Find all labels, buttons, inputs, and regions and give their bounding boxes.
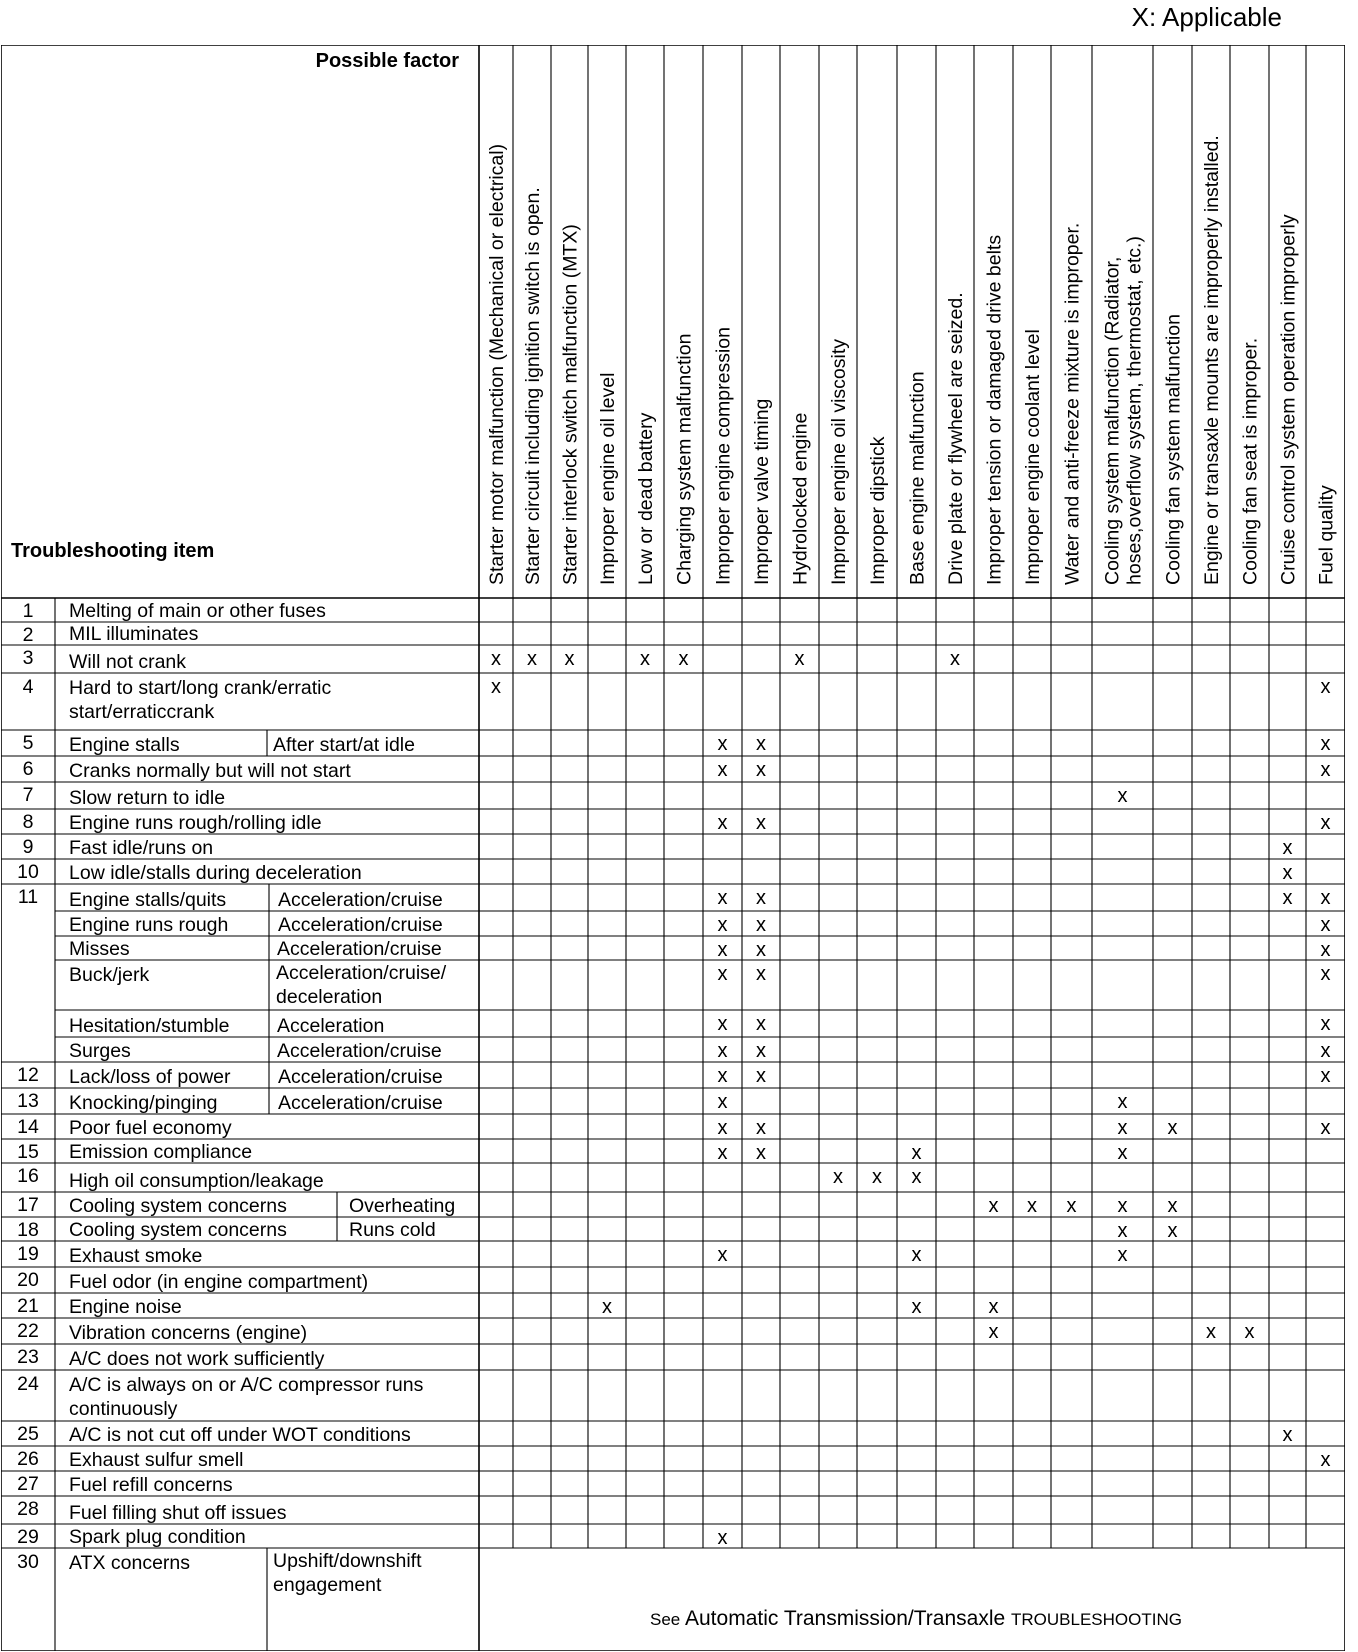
row-number: 12 (17, 1064, 39, 1086)
applicable-mark: x (491, 648, 501, 670)
troubleshooting-item: Fuel filling shut off issues (69, 1502, 287, 1524)
applicable-mark: x (1320, 676, 1331, 698)
troubleshooting-item: Cooling system concerns (69, 1219, 287, 1241)
applicable-mark: x (1117, 1195, 1128, 1217)
applicable-mark: x (602, 1296, 612, 1318)
applicable-mark: x (911, 1296, 922, 1318)
applicable-mark: x (717, 1117, 728, 1139)
troubleshooting-item: Misses (69, 938, 130, 960)
item-condition: After start/at idle (273, 734, 415, 756)
factor-label: Improper engine coolant level (1022, 329, 1044, 585)
row-number: 4 (22, 676, 34, 698)
applicable-mark: x (911, 1244, 922, 1266)
item-condition: Acceleration/cruise (278, 1092, 443, 1114)
applicable-mark: x (717, 1244, 728, 1266)
factor-label: Engine or transaxle mounts are improperly installed. (1201, 135, 1223, 585)
row-number: 8 (22, 811, 34, 833)
factor-label: Drive plate or flywheel are seized. (945, 292, 967, 585)
factor-label: Low or dead battery (635, 412, 657, 585)
row-number: 5 (22, 732, 34, 754)
applicable-mark: x (1282, 862, 1293, 884)
applicable-mark: x (756, 914, 766, 936)
applicable-mark: x (1320, 759, 1331, 781)
applicable-mark: x (988, 1195, 999, 1217)
item-condition: Acceleration/cruise (278, 889, 443, 911)
troubleshooting-item: Engine runs rough (69, 914, 229, 936)
troubleshooting-item: Surges (69, 1040, 131, 1062)
row-number: 13 (17, 1090, 39, 1112)
applicable-mark: x (717, 1013, 728, 1035)
row-number: 11 (17, 886, 39, 908)
legend: X: Applicable (1131, 2, 1282, 32)
applicable-mark: x (1320, 812, 1331, 834)
row-number: 14 (17, 1116, 39, 1138)
applicable-mark: x (950, 648, 960, 670)
factor-label: Improper engine compression (712, 327, 735, 585)
applicable-mark: x (1117, 1091, 1128, 1113)
applicable-mark: x (717, 759, 728, 781)
row-number: 19 (17, 1243, 39, 1265)
item-condition: Acceleration (277, 1015, 385, 1037)
applicable-mark: x (756, 733, 766, 755)
factor-label: Starter motor malfunction (Mechanical or electrical) (486, 143, 508, 585)
applicable-mark: x (717, 1065, 728, 1087)
troubleshooting-item: Exhaust smoke (69, 1245, 203, 1267)
applicable-mark: x (988, 1296, 999, 1318)
applicable-mark: x (1320, 733, 1331, 755)
item-condition: Acceleration/cruise (278, 1066, 443, 1088)
applicable-mark: x (1320, 1117, 1331, 1139)
troubleshooting-item: Hard to start/long crank/erratic (69, 677, 332, 699)
row-number: 17 (17, 1194, 39, 1216)
factor-label: Improper tension or damaged drive belts (983, 234, 1006, 585)
troubleshooting-item: MIL illuminates (69, 623, 199, 645)
row-number: 18 (17, 1219, 39, 1241)
troubleshooting-item: continuously (69, 1398, 178, 1420)
applicable-mark: x (717, 963, 728, 985)
applicable-mark: x (872, 1166, 882, 1188)
row-number: 7 (22, 784, 34, 806)
troubleshooting-item: Hesitation/stumble (69, 1015, 230, 1037)
troubleshooting-item-label: Troubleshooting item (11, 540, 215, 562)
applicable-mark: x (1027, 1195, 1037, 1217)
applicable-mark: x (911, 1166, 922, 1188)
troubleshooting-item: Slow return to idle (69, 787, 226, 809)
applicable-mark: x (1320, 1065, 1331, 1087)
factor-label: Fuel quality (1315, 485, 1338, 585)
factor-label: Cooling system malfunction (Radiator, (1101, 256, 1124, 585)
item-condition: Upshift/downshift (273, 1550, 422, 1572)
factor-label: Hydrolocked engine (789, 412, 812, 585)
applicable-mark: x (988, 1321, 999, 1343)
factor-label: Cooling fan system malfunction (1162, 314, 1185, 585)
troubleshooting-item: Fuel odor (in engine compartment) (69, 1271, 369, 1293)
applicable-mark: x (1117, 785, 1128, 807)
factor-label: Charging system malfunction (673, 333, 696, 585)
troubleshooting-item: Emission compliance (69, 1141, 253, 1163)
applicable-mark: x (1167, 1220, 1178, 1242)
troubleshooting-item: Engine stalls/quits (69, 889, 227, 911)
factor-label: Improper dipstick (867, 436, 889, 585)
troubleshooting-item: Poor fuel economy (69, 1117, 232, 1139)
troubleshooting-item: High oil consumption/leakage (69, 1170, 324, 1192)
applicable-mark: x (833, 1166, 843, 1188)
applicable-mark: x (717, 733, 728, 755)
applicable-mark: x (756, 1013, 766, 1035)
row-number: 28 (17, 1498, 39, 1520)
row-number: 20 (17, 1269, 39, 1291)
row-number: 16 (17, 1165, 39, 1187)
applicable-mark: x (1167, 1117, 1178, 1139)
row-number: 3 (22, 647, 34, 669)
row-number: 9 (22, 836, 34, 858)
applicable-mark: x (756, 812, 766, 834)
troubleshooting-item: Engine stalls (69, 734, 180, 756)
row-number: 29 (17, 1526, 39, 1548)
grid-text (11, 50, 1338, 1630)
applicable-mark: x (640, 648, 650, 670)
applicable-mark: x (717, 1091, 728, 1113)
factor-label: Improper engine oil level (597, 372, 619, 585)
item-condition: engagement (273, 1574, 382, 1596)
factor-label: Base engine malfunction (906, 371, 929, 585)
factor-label: hoses,overflow system, thermostat, etc.) (1123, 236, 1146, 585)
troubleshooting-item: A/C is always on or A/C compressor runs (69, 1374, 424, 1396)
applicable-mark: x (1282, 1424, 1293, 1446)
row-number: 26 (17, 1448, 39, 1470)
row-number: 21 (17, 1295, 39, 1317)
troubleshooting-item: Lack/loss of power (69, 1066, 231, 1088)
applicable-mark: x (756, 887, 766, 909)
applicable-mark: x (717, 812, 728, 834)
troubleshooting-item: Vibration concerns (engine) (69, 1322, 308, 1344)
row-number: 27 (17, 1473, 39, 1495)
troubleshooting-item: A/C is not cut off under WOT conditions (69, 1424, 411, 1446)
applicable-mark: x (794, 648, 805, 670)
applicable-mark: x (491, 676, 501, 698)
row-number: 1 (22, 600, 34, 622)
applicable-mark: x (1320, 1040, 1331, 1062)
factor-label: Starter interlock switch malfunction (MTX) (559, 224, 582, 585)
troubleshooting-matrix (1, 45, 1345, 1651)
applicable-mark: x (1320, 887, 1331, 909)
troubleshooting-item: Fuel refill concerns (69, 1474, 233, 1496)
troubleshooting-item: A/C does not work sufficiently (69, 1348, 325, 1370)
applicable-mark: x (1167, 1195, 1178, 1217)
troubleshooting-item: Low idle/stalls during deceleration (69, 862, 362, 884)
troubleshooting-item: Buck/jerk (69, 964, 150, 986)
applicable-mark: x (1320, 1449, 1331, 1471)
row-number: 2 (22, 624, 34, 646)
applicable-mark: x (527, 648, 537, 670)
applicable-mark: x (756, 1040, 766, 1062)
item-condition: Runs cold (349, 1219, 436, 1241)
applicable-mark: x (717, 887, 728, 909)
item-condition: Acceleration/cruise (277, 938, 442, 960)
applicable-mark: x (1320, 914, 1331, 936)
troubleshooting-item: ATX concerns (69, 1552, 191, 1574)
applicable-mark: x (911, 1142, 922, 1164)
troubleshooting-item: Will not crank (69, 651, 187, 673)
factor-label: Cruise control system operation improperly (1277, 214, 1300, 585)
applicable-mark: x (564, 648, 575, 670)
troubleshooting-item: Exhaust sulfur smell (69, 1449, 244, 1471)
applicable-mark: x (1282, 887, 1293, 909)
row-number: 6 (22, 758, 34, 780)
applicable-mark: x (1282, 837, 1293, 859)
row-number: 25 (17, 1423, 39, 1445)
row-number: 24 (17, 1373, 39, 1395)
troubleshooting-item: Engine noise (69, 1296, 182, 1318)
item-condition: Acceleration/cruise (278, 914, 443, 936)
applicable-mark: x (756, 963, 766, 985)
troubleshooting-item: Spark plug condition (69, 1526, 246, 1548)
applicable-mark: x (1117, 1117, 1128, 1139)
troubleshooting-item: Knocking/pinging (69, 1092, 218, 1114)
item-condition: Acceleration/cruise (277, 1040, 442, 1062)
factor-label: Cooling fan seat is improper. (1239, 337, 1262, 585)
factor-label: Improper engine oil viscosity (828, 338, 850, 585)
applicable-mark: x (756, 939, 766, 961)
applicable-mark: x (756, 1142, 766, 1164)
applicable-mark: x (1117, 1142, 1128, 1164)
troubleshooting-item: Cranks normally but will not start (69, 760, 351, 782)
factor-label: Water and anti-freeze mixture is improper. (1061, 222, 1084, 585)
troubleshooting-item: Fast idle/runs on (69, 837, 214, 859)
applicable-mark: x (717, 1040, 728, 1062)
row-number: 30 (17, 1551, 39, 1573)
applicable-mark: x (1244, 1321, 1255, 1343)
item-condition: deceleration (276, 986, 383, 1008)
row30-note: See Automatic Transmission/Transaxle TROUBLESHOOTING (650, 1607, 1182, 1630)
applicable-mark: x (678, 648, 689, 670)
troubleshooting-item: start/erraticcrank (69, 701, 215, 723)
applicable-mark: x (1320, 1013, 1331, 1035)
row-number: 10 (17, 861, 39, 883)
factor-label: Improper valve timing (751, 398, 773, 585)
row-number: 23 (17, 1346, 39, 1368)
applicable-mark: x (1117, 1220, 1128, 1242)
applicable-mark: x (756, 1117, 766, 1139)
factor-label: Starter circuit including ignition switch is open. (522, 187, 544, 585)
applicable-mark: x (717, 1142, 728, 1164)
applicable-mark: x (717, 914, 728, 936)
applicable-mark: x (756, 759, 766, 781)
applicable-mark: x (1066, 1195, 1077, 1217)
row-number: 15 (17, 1141, 39, 1163)
applicable-mark: x (1320, 963, 1331, 985)
applicable-mark: x (717, 1527, 728, 1549)
row-number: 22 (17, 1320, 39, 1342)
item-condition: Overheating (349, 1195, 456, 1217)
troubleshooting-item: Engine runs rough/rolling idle (69, 812, 322, 834)
applicable-mark: x (717, 939, 728, 961)
possible-factor-label: Possible factor (315, 50, 459, 72)
applicable-mark: x (1117, 1244, 1128, 1266)
troubleshooting-item: Cooling system concerns (69, 1195, 287, 1217)
applicable-mark: x (1206, 1321, 1216, 1343)
item-condition: Acceleration/cruise/ (276, 962, 447, 984)
applicable-mark: x (1320, 939, 1331, 961)
applicable-mark: x (756, 1065, 766, 1087)
troubleshooting-item: Melting of main or other fuses (69, 600, 326, 622)
